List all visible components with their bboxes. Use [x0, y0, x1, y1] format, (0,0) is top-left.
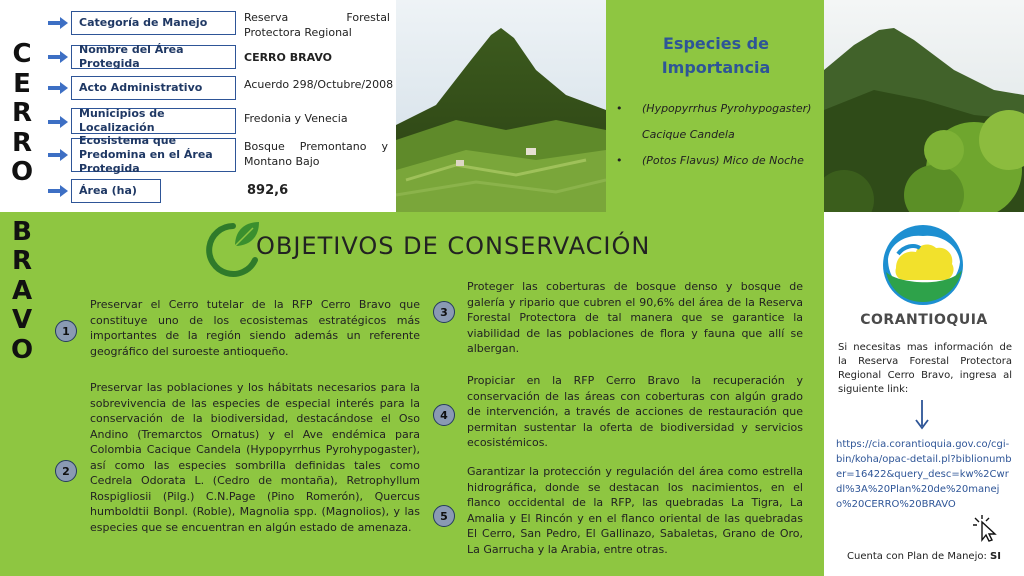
plan-status — [832, 551, 1016, 562]
objective-number: 1 — [55, 320, 77, 342]
vertical-title — [0, 40, 44, 510]
forest-photo — [824, 0, 1024, 212]
title-letter: R — [11, 127, 33, 158]
info-value: CERRO BRAVO — [244, 51, 332, 64]
species-common: Mico de Noche — [723, 154, 804, 167]
plan-value: SI — [990, 551, 1001, 562]
down-arrow-icon — [915, 400, 929, 430]
especies-list — [614, 96, 820, 174]
arrow-right-icon — [48, 51, 68, 63]
title-letter: R — [11, 98, 33, 128]
objective-text: Proteger las coberturas de bosque denso y bosque de galería y ripario que cubren el 90,6% del área de la Reserva Forestal Protectora de tal manera que se garantice la viabilidad de las poblaciones de flora y fauna que allí se albergan. — [467, 280, 803, 355]
title-letter: V — [11, 305, 33, 335]
plan-label: Cuenta con Plan de Manejo: — [847, 551, 987, 562]
objective-number: 4 — [433, 404, 455, 426]
list-item — [614, 96, 820, 122]
info-value: Bosque Premontano y Montano Bajo — [244, 140, 388, 168]
cursor-click-icon — [972, 514, 998, 542]
info-label: Municipios de Localización — [71, 108, 236, 134]
bullet: • — [616, 154, 623, 167]
species-scientific: (Potos Flavus) — [642, 154, 720, 167]
species-common: Cacique Candela — [642, 128, 735, 141]
info-label: Área (ha) — [71, 179, 161, 203]
info-value: Reserva Forestal Protectora Regional — [244, 11, 390, 39]
objective-text: Propiciar en la RFP Cerro Bravo la recuperación y conservación de las áreas con coberturas con algún grado de intervención, a través de acciones de restauración que permitan sustentar la oferta de biodiversidad y servicios ecosistémicos. — [467, 374, 803, 449]
objective-number: 3 — [433, 301, 455, 323]
info-value: 892,6 — [247, 183, 289, 198]
list-item — [614, 148, 820, 174]
title-letter: E — [13, 68, 31, 99]
leaf-icon — [205, 216, 261, 280]
info-value: Acuerdo 298/Octubre/2008 — [244, 78, 394, 91]
info-label: Acto Administrativo — [71, 76, 236, 100]
title-letter: A — [11, 275, 33, 306]
arrow-right-icon — [48, 185, 68, 197]
sidebar-link[interactable]: https://cia.corantioquia.gov.co/cgi-bin/koha/opac-detail.pl?biblionumber=16422&query_desc=kw%2Cwrdl%3A%20Plan%20de%20manejo%20CERRO%20BRAVO — [836, 439, 1012, 510]
objective-number: 5 — [433, 505, 455, 527]
sidebar-info-text: Si necesitas mas información de la Reserva Forestal Protectora Regional Cerro Bravo, ingresa al siguiente link: — [838, 342, 1012, 395]
brand-name: CORANTIOQUIA — [860, 312, 988, 328]
objective-text: Preservar el Cerro tutelar de la RFP Cerro Bravo que constituye uno de los ecosistemas estratégicos más importantes de la región siendo además un referente geográfico del suroeste antioqueño. — [90, 298, 420, 358]
title-letter: O — [10, 157, 34, 187]
objective-text: Garantizar la protección y regulación del área como estrella hidrográfica, donde se destacan los nacimientos, en el flanco occidental de la RFP, las quebradas La Tigra, La Amalia y El Rincón y en el flanco oriental de las quebradas El Cerro, San Pedro, El Gallinazo, Sabaletas, Grano de Oro, La Garrucha y la Arabia, entre otras. — [467, 465, 803, 556]
title-letter: R — [11, 246, 33, 276]
title-letter: B — [12, 216, 32, 247]
especies-title: Especies de Importancia — [661, 34, 771, 77]
title-letter: O — [10, 334, 34, 365]
objective-number: 2 — [55, 460, 77, 482]
corantioquia-logo — [878, 224, 968, 306]
title-letter: C — [12, 39, 32, 69]
mountain-photo — [396, 0, 606, 212]
info-label: Ecosistema que Predomina en el Área Protegida — [71, 138, 236, 172]
info-value: Fredonia y Venecia — [244, 112, 348, 125]
objetivos-title: OBJETIVOS DE CONSERVACIÓN — [256, 232, 651, 260]
arrow-right-icon — [48, 82, 68, 94]
info-label: Nombre del Área Protegida — [71, 45, 236, 69]
arrow-right-icon — [48, 116, 68, 128]
arrow-right-icon — [48, 17, 68, 29]
info-label: Categoría de Manejo — [71, 11, 236, 35]
species-scientific: (Hypopyrrhus Pyrohypogaster) — [642, 102, 812, 115]
objective-text: Preservar las poblaciones y los hábitats necesarios para la sobrevivencia de las especies de especial interés para la conservación de la biodiversidad, destacándose el Oso Andino (Tremarctos Ornatus) y el Ave endémica para Colombia Cacique Candela (Hypopyrrhus Pyrohypogaster), así como las especies sombrilla definidas tales como Cedrela Odorata L. (Cedro de montaña), Retrophyllum Rospigliosii (Pilg.) C.N.Page (Pino Romerón), Quercus humboldtii Bonpl. (Roble), Magnolia spp. (Magnolios), y las especies que se encuentran en algún estado de amenaza. — [90, 381, 420, 534]
bullet: • — [616, 102, 623, 115]
arrow-right-icon — [48, 149, 68, 161]
